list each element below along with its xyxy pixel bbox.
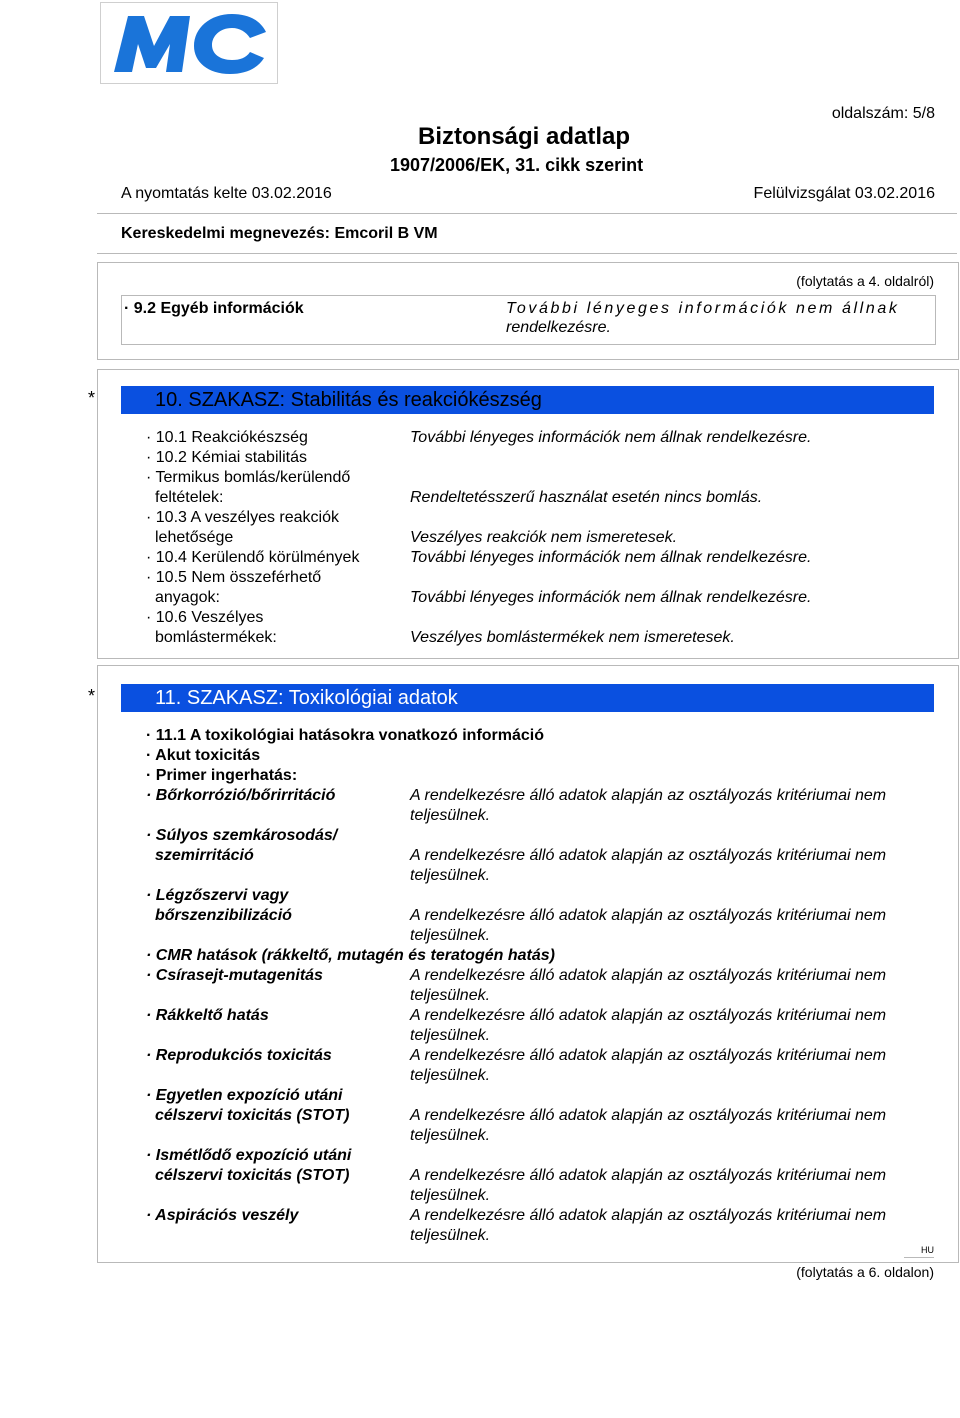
sensitisation-value-cont: teljesülnek. [410,927,491,944]
aspiration-hazard-label: · Aspirációs veszély [146,1207,299,1224]
acute-toxicity-label: · Akut toxicitás [146,747,261,764]
item-10-2-label: · 10.2 Kémiai stabilitás [146,449,307,466]
item-thermal-value: Rendeltetésszerű használat esetén nincs bomlás. [410,489,763,506]
item-10-3-label-cont: lehetősége [155,529,234,546]
stot-single-value: A rendelkezésre álló adatok alapján az osztályozás kritériumai nem [410,1107,887,1124]
section-10-title: 10. SZAKASZ: Stabilitás és reakciókészség [155,389,542,411]
cmr-effects-label: · CMR hatások (rákkeltő, mutagén és teratogén hatás) [146,947,555,964]
item-10-4-label: · 10.4 Kerülendő körülmények [146,549,360,566]
item-10-3-value: Veszélyes reakciók nem ismeretesek. [410,529,678,546]
item-10-1-value: További lényeges információk nem állnak rendelkezésre. [410,429,812,446]
stot-single-label: · Egyetlen expozíció utáni [146,1087,343,1104]
germ-cell-label: · Csírasejt-mutagenitás [146,967,323,984]
document-title: Biztonsági adatlap [418,123,631,150]
section-11-title: 11. SZAKASZ: Toxikológiai adatok [155,687,458,709]
stot-repeated-label: · Ismétlődő expozíció utáni [146,1147,352,1164]
item-10-1-label: · 10.1 Reakciókészség [146,429,308,446]
print-date: A nyomtatás kelte 03.02.2016 [121,185,332,202]
stot-repeated-value-cont: teljesülnek. [410,1187,491,1204]
language-code: HU [921,1245,934,1255]
item-11-1-label: · 11.1 A toxikológiai hatásokra vonatkozó információ [146,727,545,744]
item-thermal-label-cont: feltételek: [155,489,224,506]
aspiration-hazard-value: A rendelkezésre álló adatok alapján az osztályozás kritériumai nem [410,1207,887,1224]
item-10-6-label: · 10.6 Veszélyes [146,609,264,626]
item-10-5-label: · 10.5 Nem összeférhető [146,569,322,586]
item-10-6-value: Veszélyes bomlástermékek nem ismeretesek. [410,629,735,646]
trade-name: Kereskedelmi megnevezés: Emcoril B VM [121,225,438,242]
reproductive-toxicity-value-cont: teljesülnek. [410,1067,491,1084]
stot-single-label-cont: célszervi toxicitás (STOT) [155,1107,350,1124]
carcinogenicity-value: A rendelkezésre álló adatok alapján az osztályozás kritériumai nem [410,1007,887,1024]
reproductive-toxicity-value: A rendelkezésre álló adatok alapján az osztályozás kritériumai nem [410,1047,887,1064]
reproductive-toxicity-label: · Reprodukciós toxicitás [146,1047,332,1064]
stot-single-value-cont: teljesülnek. [410,1127,491,1144]
stot-repeated-label-cont: célszervi toxicitás (STOT) [155,1167,350,1184]
continuation-to-next: (folytatás a 6. oldalon) [796,1264,934,1280]
eye-damage-value: A rendelkezésre álló adatok alapján az osztályozás kritériumai nem [410,847,887,864]
carcinogenicity-value-cont: teljesülnek. [410,1027,491,1044]
eye-damage-label-cont: szemirritáció [155,847,254,864]
sensitisation-value: A rendelkezésre álló adatok alapján az osztályozás kritériumai nem [410,907,887,924]
continuation-from-previous: (folytatás a 4. oldalról) [796,273,934,289]
divider [97,253,957,254]
divider [904,1257,934,1258]
item-10-6-label-cont: bomlástermékek: [155,629,277,646]
document-subtitle: 1907/2006/EK, 31. cikk szerint [390,155,644,175]
item-10-3-label: · 10.3 A veszélyes reakciók [146,509,339,526]
revision-date: Felülvizsgálat 03.02.2016 [753,185,935,202]
item-10-5-value: További lényeges információk nem állnak rendelkezésre. [410,589,812,606]
revision-star: * [88,686,96,706]
item-thermal-label: · Termikus bomlás/kerülendő [146,469,351,486]
germ-cell-value: A rendelkezésre álló adatok alapján az osztályozás kritériumai nem [410,967,887,984]
skin-corrosion-value: A rendelkezésre álló adatok alapján az osztályozás kritériumai nem [410,787,887,804]
item-9-2-value-cont: rendelkezésre. [506,319,611,336]
eye-damage-label: · Súlyos szemkárosodás/ [146,827,338,844]
carcinogenicity-label: · Rákkeltő hatás [146,1007,269,1024]
germ-cell-value-cont: teljesülnek. [410,987,491,1004]
stot-repeated-value: A rendelkezésre álló adatok alapján az osztályozás kritériumai nem [410,1167,887,1184]
item-10-4-value: További lényeges információk nem állnak rendelkezésre. [410,549,812,566]
item-9-2-label: · 9.2 Egyéb információk [124,300,304,317]
company-logo [100,2,278,84]
item-10-5-label-cont: anyagok: [155,589,220,606]
revision-star: * [88,388,96,408]
skin-corrosion-label: · Bőrkorrózió/bőrirritáció [146,787,336,804]
item-9-2-value: További lényeges információk nem állnak [506,300,900,317]
page-number: oldalszám: 5/8 [831,105,935,122]
sensitisation-label: · Légzőszervi vagy [146,887,289,904]
skin-corrosion-value-cont: teljesülnek. [410,807,491,824]
aspiration-hazard-value-cont: teljesülnek. [410,1227,491,1244]
primary-irritation-label: · Primer ingerhatás: [146,767,298,784]
sensitisation-label-cont: bőrszenzibilizáció [155,907,292,924]
divider [97,213,957,214]
eye-damage-value-cont: teljesülnek. [410,867,491,884]
